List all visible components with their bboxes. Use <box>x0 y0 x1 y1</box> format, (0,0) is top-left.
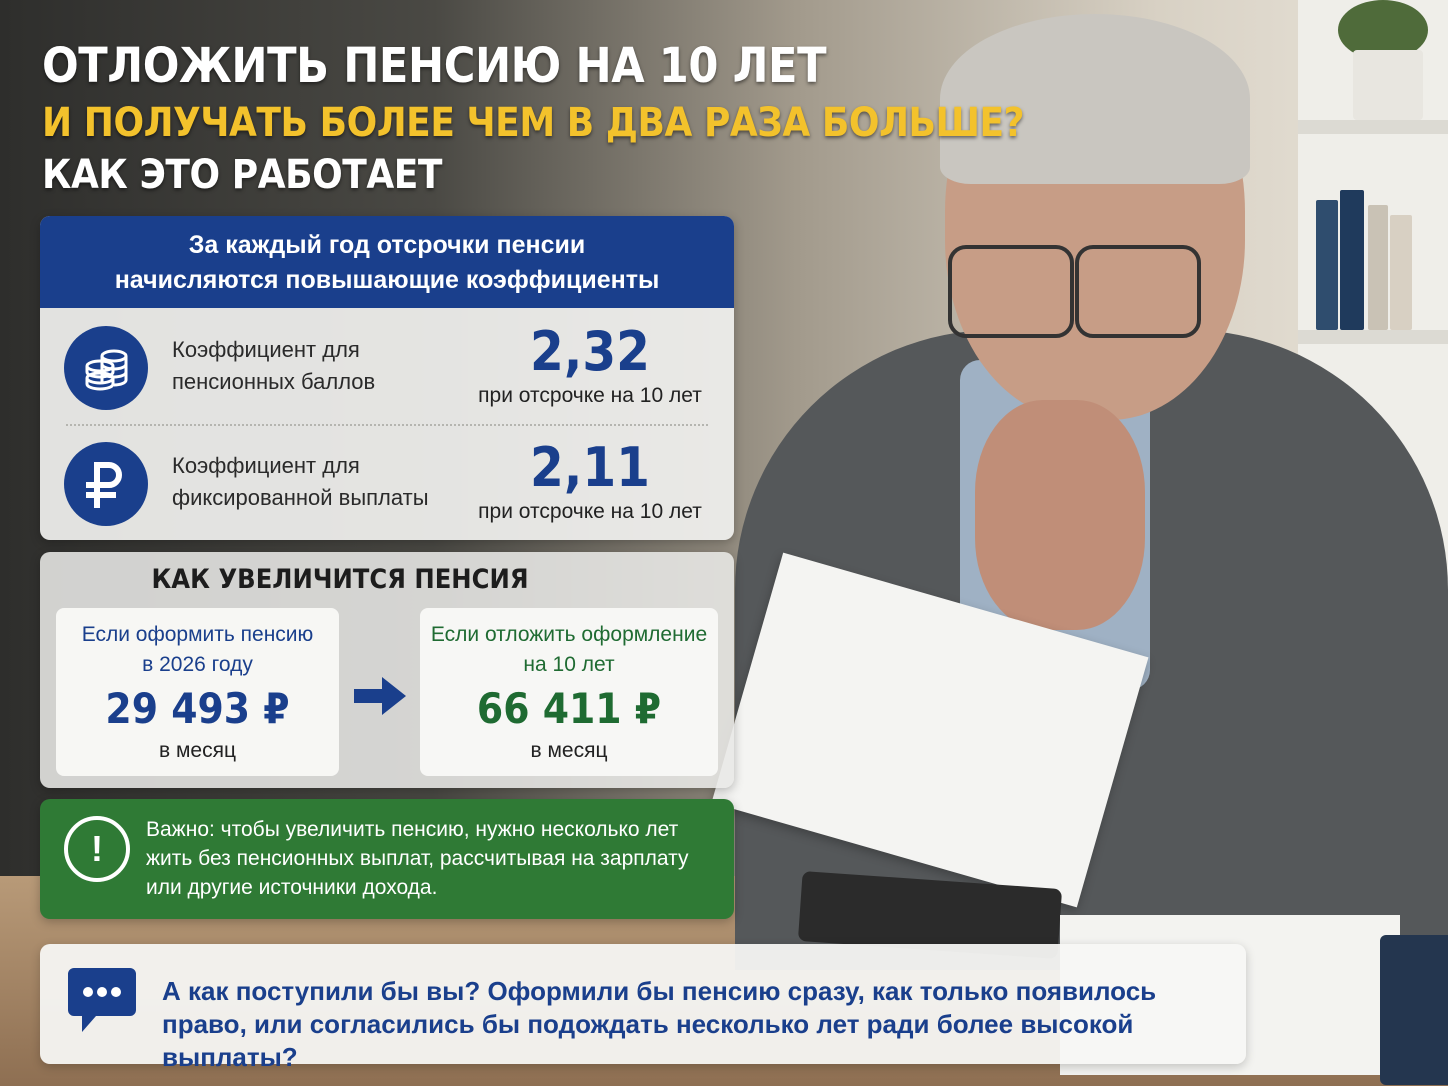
warning-card <box>40 799 734 919</box>
coefficient-points-note: при отсрочке на 10 лет <box>478 384 702 407</box>
pension-later-amount: 66 411 ₽ <box>476 684 662 733</box>
coefficients-divider <box>66 424 708 426</box>
pension-later-condition <box>420 620 718 680</box>
pension-now-amount: 29 493 ₽ <box>105 684 290 733</box>
pension-increase-card <box>40 552 734 788</box>
warning-text: Важно: чтобы увеличить пенсию, нужно несколько лет жить без пенсионных выплат, рассчитывая на зарплату или другие источники дохода. <box>146 818 689 899</box>
arrow-right-icon <box>350 674 410 723</box>
coefficient-fixed-label-line-1: Коэффициент для <box>172 453 360 478</box>
coefficient-points-label <box>172 334 472 398</box>
headline-line-3: КАК ЭТО РАБОТАЕТ <box>42 152 443 198</box>
pension-later-condition-line-1: Если отложить оформление <box>430 623 708 646</box>
coefficients-header <box>40 216 734 308</box>
coins-icon <box>64 326 148 410</box>
coefficient-fixed-row <box>40 428 734 540</box>
coefficient-fixed-note: при отсрочке на 10 лет <box>478 500 702 523</box>
coefficients-card <box>40 216 734 540</box>
ruble-icon <box>64 442 148 526</box>
exclamation-icon: ! <box>64 816 130 882</box>
pension-later-unit: в месяц <box>530 739 608 762</box>
pension-later-condition-line-2: на 10 лет <box>523 653 615 676</box>
headline-line-2: И ПОЛУЧАТЬ БОЛЕЕ ЧЕМ В ДВА РАЗА БОЛЬШЕ? <box>42 100 1025 146</box>
pension-now-box <box>56 608 339 776</box>
pension-now-condition-line-1: Если оформить пенсию <box>81 623 314 646</box>
chat-bubble-icon <box>66 966 138 1041</box>
question-card <box>40 944 1246 1072</box>
coefficient-points-label-line-1: Коэффициент для <box>172 337 360 362</box>
coefficient-fixed-value: 2,11 <box>530 436 650 499</box>
pension-now-unit: в месяц <box>158 739 236 762</box>
headline-line-1: ОТЛОЖИТЬ ПЕНСИЮ НА 10 ЛЕТ <box>42 38 827 94</box>
coefficients-header-line-2: начисляются повышающие коэффициенты <box>114 266 660 294</box>
question-text: А как поступили бы вы? Оформили бы пенсию сразу, как только появилось право, или согласились бы подождать несколько лет ради более высокой выплаты? <box>162 976 1157 1072</box>
pension-later-box <box>420 608 718 776</box>
pension-now-condition-line-2: в 2026 году <box>142 653 253 676</box>
coefficient-fixed-label-line-2: фиксированной выплаты <box>172 485 429 510</box>
pension-now-condition <box>56 620 339 680</box>
coefficients-header-line-1: За каждый год отсрочки пенсии <box>188 231 586 259</box>
coefficient-fixed-label <box>172 450 472 514</box>
coefficient-points-value: 2,32 <box>530 320 650 383</box>
pension-increase-title: КАК УВЕЛИЧИТСЯ ПЕНСИЯ <box>151 564 529 595</box>
coefficient-points-label-line-2: пенсионных баллов <box>172 369 376 394</box>
coefficient-points-row <box>40 312 734 424</box>
